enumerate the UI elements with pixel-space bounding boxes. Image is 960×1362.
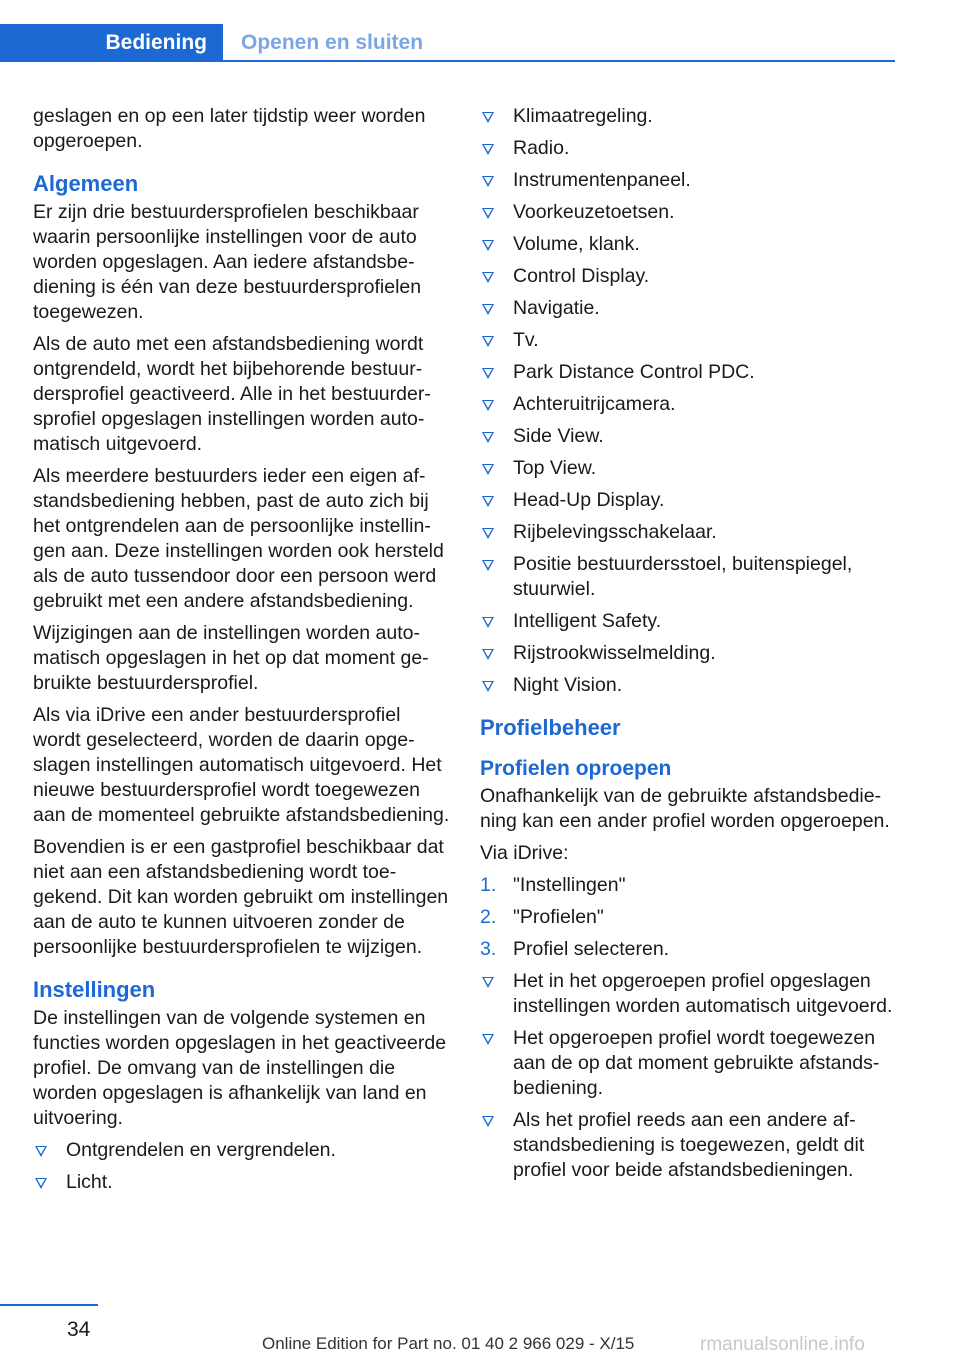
algemeen-paragraph-4: Wijzigingen aan de instellingen worden automatisch opgeslagen in het op dat moment gebruikte bestuurdersprofiel. bbox=[33, 622, 429, 694]
triangle-bullet-icon bbox=[482, 1116, 494, 1127]
instellingen-list-right bbox=[480, 104, 895, 698]
triangle-bullet-icon bbox=[482, 681, 494, 692]
algemeen-paragraph-2: Als de auto met een afstandsbediening wordt ontgrendeld, wordt het bijbehorende bestuurdersprofiel geactiveerd. Alle in het bestuurdersprofiel opgeslagen instellingen worden automatisch uitgevoerd. bbox=[33, 333, 431, 455]
list-item: Het in het opgeroepen profiel opgeslagen instellingen worden automatisch uitgevoerd. bbox=[480, 969, 895, 1019]
triangle-bullet-icon bbox=[482, 649, 494, 660]
list-item: Voorkeuzetoetsen. bbox=[480, 200, 895, 225]
triangle-bullet-icon bbox=[482, 336, 494, 347]
list-item: Ontgrendelen en vergrendelen. bbox=[33, 1138, 453, 1163]
triangle-bullet-icon bbox=[482, 1034, 494, 1045]
list-item: Radio. bbox=[480, 136, 895, 161]
watermark: rmanualsonline.info bbox=[700, 1334, 865, 1355]
header-divider bbox=[0, 60, 895, 62]
triangle-bullet-icon bbox=[482, 304, 494, 315]
list-item: Het opgeroepen profiel wordt toegewezen aan de op dat moment gebruikte afstandsbediening. bbox=[480, 1026, 895, 1101]
instellingen-list-left bbox=[33, 1138, 453, 1195]
triangle-bullet-icon bbox=[482, 208, 494, 219]
steps-list bbox=[480, 873, 895, 962]
intro-paragraph: geslagen en op een later tijdstip weer worden opgeroepen. bbox=[33, 105, 426, 152]
list-item: Head-Up Display. bbox=[480, 488, 895, 513]
algemeen-paragraph-3: Als meerdere bestuurders ieder een eigen afstandsbediening hebben, past de auto zich bij het ontgrendelen aan de persoonlijke instellingen aan. Deze instellingen worden ook hersteld als de auto tussendoor door een persoon werd gebruikt met een andere afstandsbediening. bbox=[33, 465, 444, 612]
triangle-bullet-icon bbox=[482, 432, 494, 443]
heading-profielen-oproepen: Profielen oproepen bbox=[480, 757, 672, 780]
algemeen-paragraph-1: Er zijn drie bestuurdersprofielen beschikbaar waarin persoonlijke instellingen voor de auto worden opgeslagen. Aan iedere afstandsbediening is één van deze bestuurdersprofielen toegewezen. bbox=[33, 201, 422, 323]
list-item: Rijstrookwisselmelding. bbox=[480, 641, 895, 666]
list-item: Side View. bbox=[480, 424, 895, 449]
algemeen-paragraph-6: Bovendien is er een gastprofiel beschikbaar dat niet aan een afstandsbediening wordt toegekend. Dit kan worden gebruikt om instellingen aan de auto te kunnen uitvoeren zonder de persoonlijke bestuurdersprofielen te wijzigen. bbox=[33, 836, 449, 958]
left-column bbox=[33, 104, 453, 1202]
triangle-bullet-icon bbox=[482, 272, 494, 283]
list-item: Navigatie. bbox=[480, 296, 895, 321]
step-item: 2. "Profielen" bbox=[480, 906, 604, 928]
algemeen-paragraph-5: Als via iDrive een ander bestuurdersprofiel wordt geselecteerd, worden de daarin opgeslagen instellingen automatisch uitgevoerd. Het nieuwe bestuurdersprofiel wordt toegewezen aan de momenteel gebruikte afstandsbediening. bbox=[33, 704, 450, 826]
edition-footer: Online Edition for Part no. 01 40 2 966 029 - X/15 bbox=[262, 1334, 635, 1353]
list-item: Positie bestuurdersstoel, buitenspiegel, stuurwiel. bbox=[480, 552, 895, 602]
list-item: Als het profiel reeds aan een andere afstandsbediening is toegewezen, geldt dit profiel voor beide afstandsbedieningen. bbox=[480, 1108, 895, 1183]
triangle-bullet-icon bbox=[482, 144, 494, 155]
step-number: 1. bbox=[480, 874, 497, 896]
page-header bbox=[0, 0, 960, 64]
list-item: Control Display. bbox=[480, 264, 895, 289]
list-item: Instrumentenpaneel. bbox=[480, 168, 895, 193]
triangle-bullet-icon bbox=[482, 400, 494, 411]
heading-algemeen: Algemeen bbox=[33, 171, 139, 196]
page-number: 34 bbox=[67, 1318, 91, 1341]
step-number: 3. bbox=[480, 938, 497, 960]
list-item: Licht. bbox=[33, 1170, 453, 1195]
triangle-bullet-icon bbox=[482, 176, 494, 187]
instellingen-paragraph: De instellingen van de volgende systemen en functies worden opgeslagen in het geactiveerde profiel. De omvang van de instellingen die worden opgeslagen is afhankelijk van land en uitvoering. bbox=[33, 1007, 447, 1129]
triangle-bullet-icon bbox=[482, 464, 494, 475]
triangle-bullet-icon bbox=[482, 617, 494, 628]
oproepen-paragraph: Onafhankelijk van de gebruikte afstandsbediening kan een ander profiel worden opgeroepen. bbox=[480, 785, 890, 832]
triangle-bullet-icon bbox=[482, 496, 494, 507]
step-number: 2. bbox=[480, 906, 497, 928]
heading-profielbeheer: Profielbeheer bbox=[480, 715, 621, 740]
list-item: Klimaatregeling. bbox=[480, 104, 895, 129]
triangle-bullet-icon bbox=[482, 240, 494, 251]
via-idrive-label: Via iDrive: bbox=[480, 842, 569, 864]
list-item: Volume, klank. bbox=[480, 232, 895, 257]
tab-openen-en-sluiten[interactable]: Openen en sluiten bbox=[241, 31, 424, 54]
step-item: 1. "Instellingen" bbox=[480, 874, 626, 896]
list-item: Achteruitrijcamera. bbox=[480, 392, 895, 417]
heading-instellingen: Instellingen bbox=[33, 977, 156, 1002]
list-item: Intelligent Safety. bbox=[480, 609, 895, 634]
list-item: Top View. bbox=[480, 456, 895, 481]
triangle-bullet-icon bbox=[35, 1146, 47, 1157]
list-item: Rijbelevingsschakelaar. bbox=[480, 520, 895, 545]
triangle-bullet-icon bbox=[482, 560, 494, 571]
result-list bbox=[480, 969, 895, 1183]
right-column bbox=[480, 104, 895, 1190]
triangle-bullet-icon bbox=[482, 528, 494, 539]
tab-bediening[interactable]: Bediening bbox=[0, 24, 223, 62]
list-item: Park Distance Control PDC. bbox=[480, 360, 895, 385]
triangle-bullet-icon bbox=[35, 1178, 47, 1189]
list-item: Night Vision. bbox=[480, 673, 895, 698]
triangle-bullet-icon bbox=[482, 368, 494, 379]
footer-divider bbox=[0, 1304, 98, 1306]
list-item: Tv. bbox=[480, 328, 895, 353]
triangle-bullet-icon bbox=[482, 112, 494, 123]
triangle-bullet-icon bbox=[482, 977, 494, 988]
step-item: 3. Profiel selecteren. bbox=[480, 938, 670, 960]
